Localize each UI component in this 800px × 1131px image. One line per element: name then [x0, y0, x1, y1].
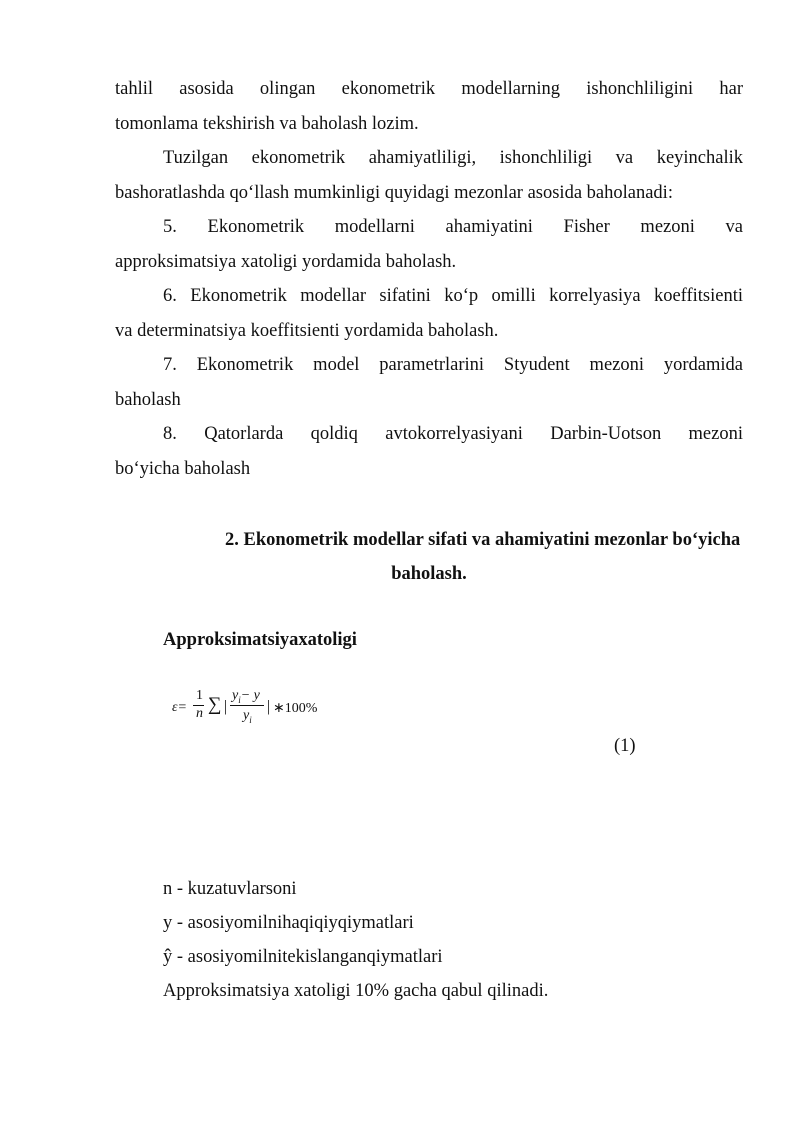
- paragraph-2-line-2: bashoratlashda qo‘llash mumkinligi quyidagi mezonlar asosida baholanadi:: [115, 182, 673, 203]
- formula-inner-numerator: $y_i- y$: [232, 688, 260, 705]
- list-item-7-line-1: 7. Ekonometrik model parametrlarini Styudent mezoni yordamida: [163, 355, 743, 375]
- list-item-5-line-2: approksimatsiya xatoligi yordamida baholash.: [115, 251, 457, 272]
- formula-lhs: ε=: [172, 700, 187, 715]
- paragraph-2: [115, 141, 743, 210]
- list-item-5-line-1: 5. Ekonometrik modellarni ahamiyatini Fisher mezoni va: [163, 217, 743, 237]
- formula-abs-left: |: [224, 698, 228, 715]
- legend-n: n - kuzatuvlarsoni: [163, 879, 297, 899]
- list-item-6-line-2: va determinatsiya koeffitsienti yordamida baholash.: [115, 320, 499, 341]
- section-heading-line-2: baholash.: [391, 564, 467, 584]
- paragraph-1-line-2: tomonlama tekshirish va baholash lozim.: [115, 113, 419, 134]
- list-item-6: [115, 279, 743, 348]
- list-item-5: [115, 210, 743, 279]
- list-item-6-line-1: 6. Ekonometrik modellar sifatini ko‘p omilli korrelyasiya koeffitsienti: [163, 286, 743, 306]
- subheading-approximation-error: Approksimatsiyaxatoligi: [163, 630, 357, 650]
- paragraph-2-line-1: Tuzilgan ekonometrik ahamiyatliligi, ishonchliligi va keyinchalik: [163, 148, 743, 168]
- formula-inner-fraction-bar: [230, 705, 264, 706]
- list-item-8: [115, 417, 743, 486]
- paragraph-1-line-1: tahlil asosida olingan ekonometrik modellarning ishonchliligini har: [115, 79, 743, 99]
- formula-abs-right: |: [267, 698, 271, 715]
- formula-inner-denominator: $y_i$: [243, 708, 252, 725]
- section-heading: [115, 523, 743, 591]
- legend-y: y - asosiyomilnihaqiqiyqiymatlari: [163, 913, 414, 933]
- legend-y-hat: ŷ - asosiyomilnitekislanganqiymatlari: [163, 947, 443, 967]
- formula-frac-numerator: 1: [196, 688, 203, 703]
- section-heading-line-1: 2. Ekonometrik modellar sifati va ahamiyatini mezonlar bo‘yicha: [225, 530, 741, 550]
- list-item-7: [115, 348, 743, 417]
- formula-sum-sign: ∑: [208, 694, 222, 715]
- list-item-8-line-2: bo‘yicha baholash: [115, 458, 251, 479]
- equation-number: (1): [614, 736, 636, 756]
- list-item-7-line-2: baholash: [115, 389, 181, 410]
- list-item-8-line-1: 8. Qatorlarda qoldiq avtokorrelyasiyani Darbin-Uotson mezoni: [163, 424, 743, 444]
- formula-approximation-error: [172, 688, 332, 738]
- paragraph-1: [115, 72, 743, 141]
- formula-frac-denominator: n: [196, 706, 203, 721]
- note-error-threshold: Approksimatsiya xatoligi 10% gacha qabul qilinadi.: [163, 981, 549, 1001]
- formula-tail: ∗100%: [273, 701, 318, 716]
